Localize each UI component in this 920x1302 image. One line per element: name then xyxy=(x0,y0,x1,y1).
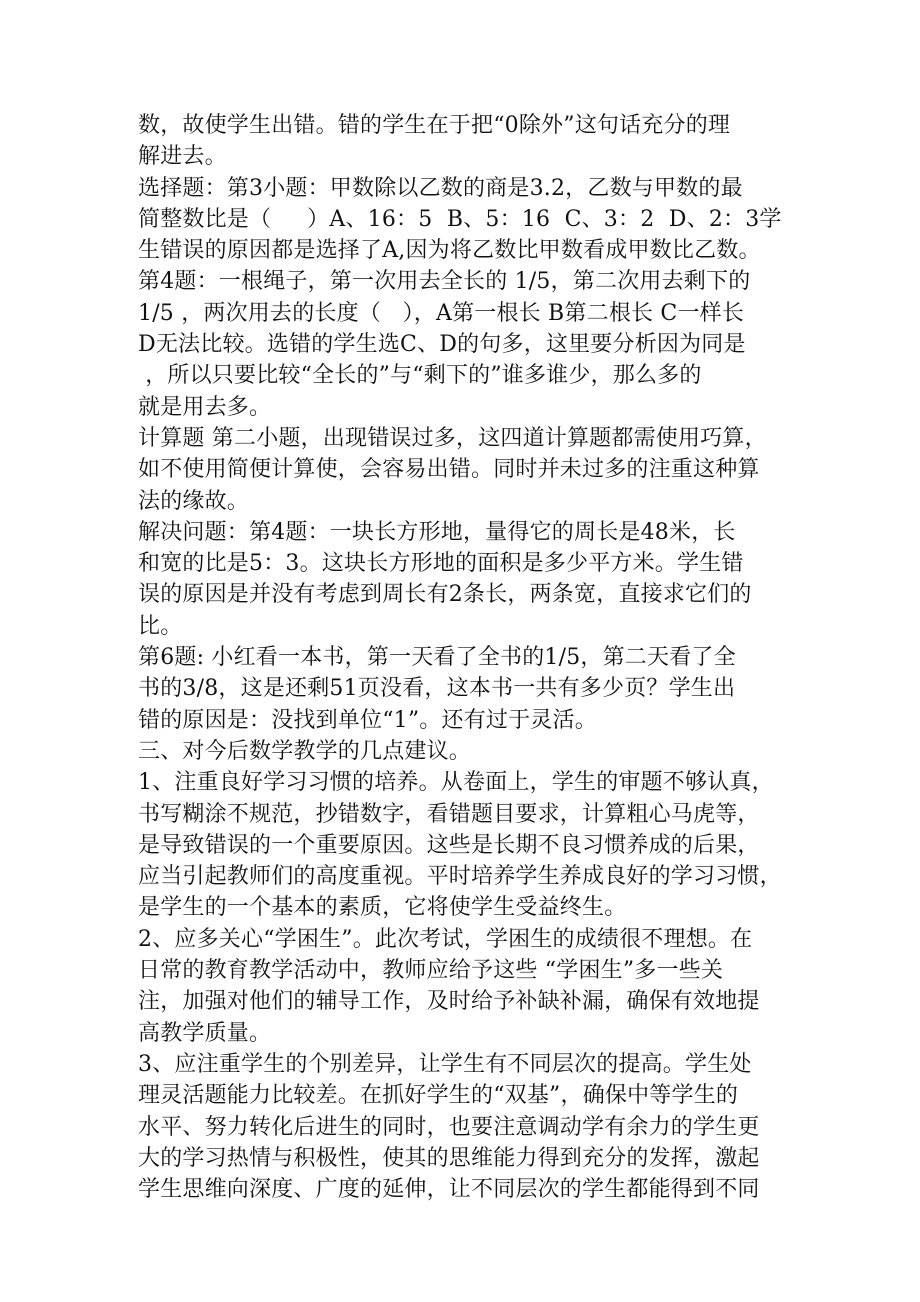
text-line: 解进去。 xyxy=(138,144,227,170)
text-line: 第4题：一根绳子，第一次用去全长的 1/5，第二次用去剩下的 xyxy=(138,269,751,295)
text-line: 1、注重良好学习习惯的培养。从卷面上，学生的审题不够认真， xyxy=(138,770,774,796)
text-line: 就是用去多。 xyxy=(138,394,272,420)
text-line: 应当引起教师们的高度重视。平时培养学生养成良好的学习习惯， xyxy=(138,864,782,890)
text-line: 误的原因是并没有考虑到周长有2条长，两条宽，直接求它们的 xyxy=(138,582,752,608)
text-line: D无法比较。选错的学生选C、D的句多，这里要分析因为同是 xyxy=(138,332,746,358)
text-line: 书的3/8，这是还剩51页没看，这本书一共有多少页？学生出 xyxy=(138,676,736,702)
text-line: 比。 xyxy=(138,613,183,639)
text-line: 注，加强对他们的辅导工作，及时给予补缺补漏，确保有效地提 xyxy=(138,989,760,1015)
text-line: ，所以只要比较“全长的”与“剩下的”谁多谁少，那么多的 xyxy=(138,363,702,389)
text-line: 法的缘故。 xyxy=(138,488,250,514)
document-body xyxy=(138,110,798,1205)
text-line: 生错误的原因都是选择了A,因为将乙数比甲数看成甲数比乙数。 xyxy=(138,238,761,264)
text-line: 和宽的比是5：3。这块长方形地的面积是多少平方米。学生错 xyxy=(138,551,744,577)
text-line: 第6题: 小红看一本书，第一天看了全书的1/5，第二天看了全 xyxy=(138,645,736,671)
text-line: 是学生的一个基本的素质，它将使学生受益终生。 xyxy=(138,895,627,921)
text-line: 选择题：第3小题：甲数除以乙数的商是3.2，乙数与甲数的最 xyxy=(138,175,743,201)
text-line: 是导致错误的一个重要原因。这些是长期不良习惯养成的后果， xyxy=(138,832,760,858)
text-line: 如不使用简便计算使，会容易出错。同时并未过多的注重这种算 xyxy=(138,457,760,483)
text-line: 学生思维向深度、广度的延伸，让不同层次的学生都能得到不同 xyxy=(138,1177,760,1203)
text-line: 日常的教育教学活动中，教师应给予这些 “学困生”多一些关 xyxy=(138,958,724,984)
text-line: 3、应注重学生的个别差异，让学生有不同层次的提高。学生处 xyxy=(138,1051,752,1077)
text-line: 理灵活题能力比较差。在抓好学生的“双基”，确保中等学生的 xyxy=(138,1083,739,1109)
text-line: 错的原因是：没找到单位“1”。还有过于灵活。 xyxy=(138,707,597,733)
text-line: 2、应多关心“学困生”。此次考试，学困生的成绩很不理想。在 xyxy=(138,926,753,952)
text-line: 简整数比是（ ）A、16：5 B、5：16 C、3：2 D、2：3学 xyxy=(138,206,782,232)
text-line: 计算题 第二小题，出现错误过多，这四道计算题都需使用巧算， xyxy=(138,425,767,451)
text-line: 书写糊涂不规范，抄错数字，看错题目要求，计算粗心马虎等， xyxy=(138,801,760,827)
text-line: 数，故使学生出错。错的学生在于把“0除外”这句话充分的理 xyxy=(138,113,731,138)
text-line: 大的学习热情与积极性，使其的思维能力得到充分的发挥，激起 xyxy=(138,1145,760,1171)
text-line: 1/5 ，两次用去的长度（ ），A第一根长 B第二根长 C一样长 xyxy=(138,300,745,326)
text-line: 水平、努力转化后进生的同时，也要注意调动学有余力的学生更 xyxy=(138,1114,760,1140)
text-line: 解决问题：第4题：一块长方形地，量得它的周长是48米，长 xyxy=(138,519,736,545)
section-heading: 三、对今后数学教学的几点建议。 xyxy=(138,738,472,764)
text-line: 高教学质量。 xyxy=(138,1020,272,1046)
